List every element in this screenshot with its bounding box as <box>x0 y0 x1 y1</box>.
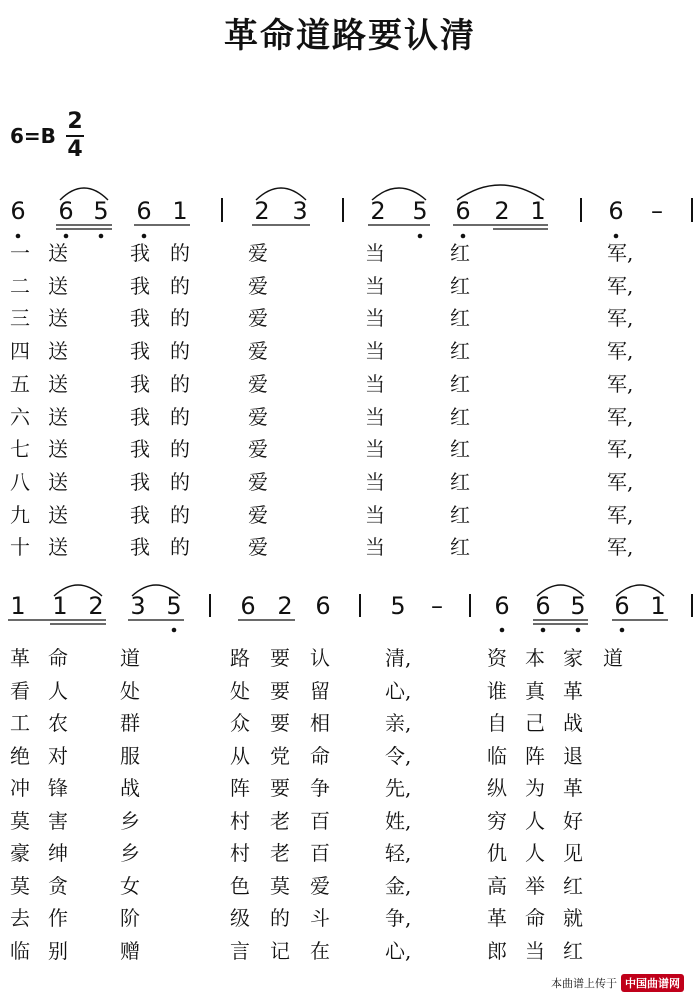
lyric-syllable: 色 <box>230 873 250 898</box>
lyric-syllable: 老 <box>270 808 290 833</box>
lyric-syllable: 革 <box>563 776 583 800</box>
lyric-syllable: 心, <box>385 938 412 963</box>
lyric-syllable: 我 <box>130 404 150 429</box>
note: 6 <box>136 197 152 225</box>
lyric-syllable: 莫 <box>270 873 290 898</box>
lyric-syllable: 人 <box>525 841 545 865</box>
lyric-syllable: 我 <box>130 502 150 527</box>
lyric-syllable: 临 <box>487 743 507 768</box>
lyric-syllable: 九 <box>10 502 30 527</box>
lyric-syllable: 家 <box>563 646 583 670</box>
lyric-syllable: 爱 <box>248 535 268 560</box>
footer-text: 本曲谱上传于 <box>551 977 617 990</box>
lyric-syllable: 的 <box>270 906 290 930</box>
lyric-syllable: 锋 <box>48 776 68 800</box>
lyric-syllable: 红 <box>563 873 583 898</box>
lyric-syllable: 群 <box>120 711 140 735</box>
lyric-syllable: 军, <box>607 306 634 331</box>
lyric-syllable: 当 <box>365 535 385 560</box>
lyric-syllable: 爱 <box>248 437 268 462</box>
lyric-syllable: 军, <box>607 469 634 494</box>
octave-dots <box>172 628 625 633</box>
lyric-syllable: 穷 <box>487 808 507 833</box>
note: 2 <box>494 197 510 225</box>
lyric-syllable: 就 <box>563 906 583 930</box>
lyric-syllable: 送 <box>48 241 68 265</box>
lyric-syllable: 女 <box>120 873 140 898</box>
lyric-syllable: 送 <box>48 273 68 298</box>
lyric-syllable: 乡 <box>120 808 140 833</box>
lyric-syllable: 亲, <box>385 711 412 735</box>
lyric-syllable: 送 <box>48 469 68 494</box>
lyric-syllable: 红 <box>450 502 470 527</box>
note: 5 <box>166 592 182 620</box>
lyric-syllable: 革 <box>563 678 583 703</box>
lyric-syllable: 谁 <box>487 678 507 703</box>
lyric-syllable: 送 <box>48 306 68 331</box>
note: 2 <box>88 592 104 620</box>
lyric-syllable: 的 <box>170 371 190 396</box>
lyric-syllable: 临 <box>10 938 30 963</box>
lyric-syllable: 在 <box>310 938 330 963</box>
lyric-syllable: 清, <box>385 646 412 670</box>
footer <box>551 974 684 992</box>
lyric-syllable: 当 <box>365 502 385 527</box>
lyric-syllable: 的 <box>170 502 190 527</box>
note: 5 <box>570 592 586 620</box>
lyric-syllable: 的 <box>170 469 190 494</box>
lyric-syllable: 道 <box>603 646 623 670</box>
lyric-syllable: 当 <box>365 273 385 298</box>
page-title: 革命道路要认清 <box>224 16 476 56</box>
note: 6 <box>608 197 624 225</box>
lyric-syllable: 去 <box>10 906 30 930</box>
lyric-syllable: 农 <box>48 711 68 735</box>
lyric-syllable: 金, <box>385 873 412 898</box>
lyric-syllable: 郎 <box>487 938 507 963</box>
note: 6 <box>240 592 256 620</box>
lyric-syllable: 我 <box>130 437 150 462</box>
note: 6 <box>535 592 551 620</box>
lyric-syllable: 为 <box>525 776 545 800</box>
barlines <box>210 594 692 617</box>
lyric-syllable: 战 <box>563 711 583 735</box>
lyric-syllable: 的 <box>170 339 190 364</box>
lyric-syllable: 三 <box>10 306 30 331</box>
lyric-syllable: 战 <box>120 776 140 800</box>
lyric-syllable: 处 <box>120 678 140 703</box>
lyric-syllable: 六 <box>10 404 30 429</box>
lyric-syllable: 人 <box>525 808 545 833</box>
lyric-syllable: 莫 <box>10 808 30 833</box>
lyric-syllable: 红 <box>450 469 470 494</box>
lyric-syllable: 争, <box>385 906 412 930</box>
lyric-syllable: 令, <box>385 743 412 768</box>
lyric-syllable: 当 <box>365 241 385 265</box>
lyric-syllable: 要 <box>270 776 290 800</box>
lyric-syllable: 革 <box>10 646 30 670</box>
barlines <box>222 198 692 222</box>
lyric-syllable: 路 <box>230 646 250 670</box>
lyric-syllable: 先, <box>385 776 412 800</box>
note: 6 <box>58 197 74 225</box>
lyric-syllable: 十 <box>10 535 30 560</box>
lyric-syllable: 道 <box>120 646 140 670</box>
lyric-syllable: 的 <box>170 273 190 298</box>
lyric-syllable: 爱 <box>248 469 268 494</box>
lyric-syllable: 军, <box>607 437 634 462</box>
lyric-syllable: 红 <box>450 241 470 265</box>
lyric-syllable: 红 <box>450 437 470 462</box>
time-signature-bottom: 4 <box>67 137 83 162</box>
lyric-syllable: 我 <box>130 273 150 298</box>
note: 2 <box>254 197 270 225</box>
lyric-syllable: 我 <box>130 306 150 331</box>
lyric-syllable: 阵 <box>525 743 545 768</box>
lyric-syllable: 处 <box>230 678 250 703</box>
lyric-syllable: 的 <box>170 535 190 560</box>
lyric-syllable: 工 <box>10 711 30 735</box>
lyric-syllable: 真 <box>525 678 545 703</box>
lyric-syllable: 百 <box>310 841 330 865</box>
lyric-syllable: 阶 <box>120 906 140 930</box>
site-logo[interactable]: 中国曲谱网 <box>621 974 684 992</box>
lyric-syllable: 对 <box>48 743 68 768</box>
lyric-syllable: 阵 <box>230 776 250 800</box>
time-signature-top: 2 <box>67 109 83 134</box>
slurs <box>54 585 664 596</box>
lyric-syllable: 仇 <box>487 841 507 865</box>
lyric-syllable: 四 <box>10 339 30 364</box>
lyric-syllable: 村 <box>230 841 250 865</box>
lyric-syllable: 我 <box>130 535 150 560</box>
note: – <box>431 592 443 620</box>
lyric-syllable: 服 <box>120 743 140 768</box>
note: 2 <box>277 592 293 620</box>
lyric-syllable: 级 <box>230 906 250 930</box>
lyric-syllable: 相 <box>310 711 330 735</box>
lyric-syllable: 爱 <box>248 502 268 527</box>
lyric-syllable: 莫 <box>10 873 30 898</box>
lyric-syllable: 的 <box>170 306 190 331</box>
note: 6 <box>315 592 331 620</box>
lyric-syllable: 七 <box>10 437 30 462</box>
lyric-syllable: 军, <box>607 404 634 429</box>
lyric-syllable: 当 <box>365 306 385 331</box>
lyric-syllable: 命 <box>48 646 68 670</box>
lyric-syllable: 的 <box>170 241 190 265</box>
lyric-syllable: 本 <box>525 646 545 670</box>
lyric-syllable: 爱 <box>310 873 330 898</box>
lyric-syllable: 资 <box>487 646 507 670</box>
lyric-syllable: 当 <box>365 469 385 494</box>
lyric-syllable: 斗 <box>310 906 330 930</box>
note: 6 <box>494 592 510 620</box>
lyric-syllable: 我 <box>130 339 150 364</box>
lyric-syllable: 要 <box>270 711 290 735</box>
lyric-syllable: 纵 <box>487 776 507 800</box>
lyric-syllable: 赠 <box>120 938 140 963</box>
lyric-syllable: 自 <box>487 711 507 735</box>
lyric-syllable: 送 <box>48 339 68 364</box>
lyric-syllable: 军, <box>607 241 634 265</box>
lyric-syllable: 一 <box>10 241 30 265</box>
underlines <box>56 225 548 229</box>
lyric-syllable: 言 <box>230 938 250 963</box>
note: 5 <box>390 592 406 620</box>
lyric-syllable: 己 <box>525 711 545 735</box>
note: 1 <box>530 197 546 225</box>
lyric-syllable: 当 <box>525 938 545 963</box>
note: 3 <box>130 592 146 620</box>
lyric-syllable: 好 <box>563 808 583 833</box>
lyric-syllable: 举 <box>525 873 545 898</box>
lyric-syllable: 当 <box>365 404 385 429</box>
lyric-syllable: 的 <box>170 404 190 429</box>
lyric-syllable: 百 <box>310 808 330 833</box>
lyric-syllable: 党 <box>270 743 290 768</box>
lyric-syllable: 红 <box>450 339 470 364</box>
lyric-syllable: 看 <box>10 678 30 703</box>
lyric-syllable: 送 <box>48 404 68 429</box>
lyric-syllable: 豪 <box>10 841 30 865</box>
note: 5 <box>412 197 428 225</box>
lyric-syllable: 当 <box>365 339 385 364</box>
lyric-syllable: 革 <box>487 906 507 930</box>
lyric-syllable: 贪 <box>48 873 68 898</box>
lyric-syllable: 别 <box>48 938 68 963</box>
lyric-syllable: 红 <box>450 306 470 331</box>
lyric-syllable: 当 <box>365 371 385 396</box>
lyric-syllable: 人 <box>48 678 68 703</box>
lyric-syllable: 爱 <box>248 241 268 265</box>
note: 2 <box>370 197 386 225</box>
lyric-syllable: 五 <box>10 371 30 396</box>
lyric-syllable: 认 <box>310 646 330 670</box>
lyric-syllable: 村 <box>230 808 250 833</box>
lyric-syllable: 二 <box>10 273 30 298</box>
time-signature <box>66 110 84 162</box>
lyric-syllable: 红 <box>450 404 470 429</box>
slurs <box>60 185 544 200</box>
note: 5 <box>93 197 109 225</box>
lyric-syllable: 军, <box>607 339 634 364</box>
lyric-syllable: 送 <box>48 502 68 527</box>
underlines <box>8 620 668 624</box>
lyric-syllable: 的 <box>170 437 190 462</box>
lyric-syllable: 从 <box>230 743 250 768</box>
note: 6 <box>614 592 630 620</box>
lyric-syllable: 心, <box>385 678 412 703</box>
lyric-syllable: 当 <box>365 437 385 462</box>
lyric-syllable: 退 <box>563 743 583 768</box>
lyric-syllable: 绝 <box>10 743 30 768</box>
lyric-syllable: 军, <box>607 535 634 560</box>
lyric-syllable: 要 <box>270 678 290 703</box>
lyric-syllable: 绅 <box>48 841 68 865</box>
lyric-syllable: 军, <box>607 502 634 527</box>
lyric-syllable: 爱 <box>248 404 268 429</box>
lyric-syllable: 爱 <box>248 273 268 298</box>
lyric-syllable: 见 <box>563 841 583 865</box>
lyric-syllable: 老 <box>270 841 290 865</box>
lyric-syllable: 冲 <box>10 776 30 800</box>
lyric-syllable: 红 <box>450 273 470 298</box>
lyric-syllable: 送 <box>48 437 68 462</box>
lyric-syllable: 爱 <box>248 339 268 364</box>
lyric-syllable: 军, <box>607 273 634 298</box>
lyric-syllable: 送 <box>48 535 68 560</box>
lyric-syllable: 轻, <box>385 841 412 865</box>
lyric-syllable: 命 <box>310 743 330 768</box>
lyric-syllable: 高 <box>487 873 507 898</box>
lyric-syllable: 红 <box>450 535 470 560</box>
note: – <box>651 197 663 225</box>
lyric-syllable: 争 <box>310 776 330 800</box>
lyric-syllable: 要 <box>270 646 290 670</box>
lyric-syllable: 红 <box>450 371 470 396</box>
lyric-syllable: 众 <box>230 711 250 735</box>
lyric-syllable: 我 <box>130 241 150 265</box>
note: 3 <box>292 197 308 225</box>
lyric-syllable: 送 <box>48 371 68 396</box>
lyric-syllable: 我 <box>130 371 150 396</box>
key-signature: 6=B <box>10 124 56 148</box>
lyric-syllable: 作 <box>48 906 68 930</box>
lyric-syllable: 爱 <box>248 371 268 396</box>
lyric-syllable: 军, <box>607 371 634 396</box>
lyric-syllable: 八 <box>10 469 30 494</box>
lyric-syllable: 命 <box>525 906 545 930</box>
lyric-syllable: 害 <box>48 808 68 833</box>
lyric-syllable: 我 <box>130 469 150 494</box>
lyric-syllable: 爱 <box>248 306 268 331</box>
lyric-syllable: 红 <box>563 938 583 963</box>
note: 1 <box>10 592 26 620</box>
note: 6 <box>455 197 471 225</box>
lyric-syllable: 乡 <box>120 841 140 865</box>
note: 1 <box>650 592 666 620</box>
note: 6 <box>10 197 26 225</box>
note: 1 <box>52 592 68 620</box>
lyric-syllable: 留 <box>310 678 330 703</box>
lyric-syllable: 姓, <box>385 808 412 833</box>
octave-dots <box>16 234 619 239</box>
lyric-syllable: 记 <box>270 938 290 963</box>
note: 1 <box>172 197 188 225</box>
